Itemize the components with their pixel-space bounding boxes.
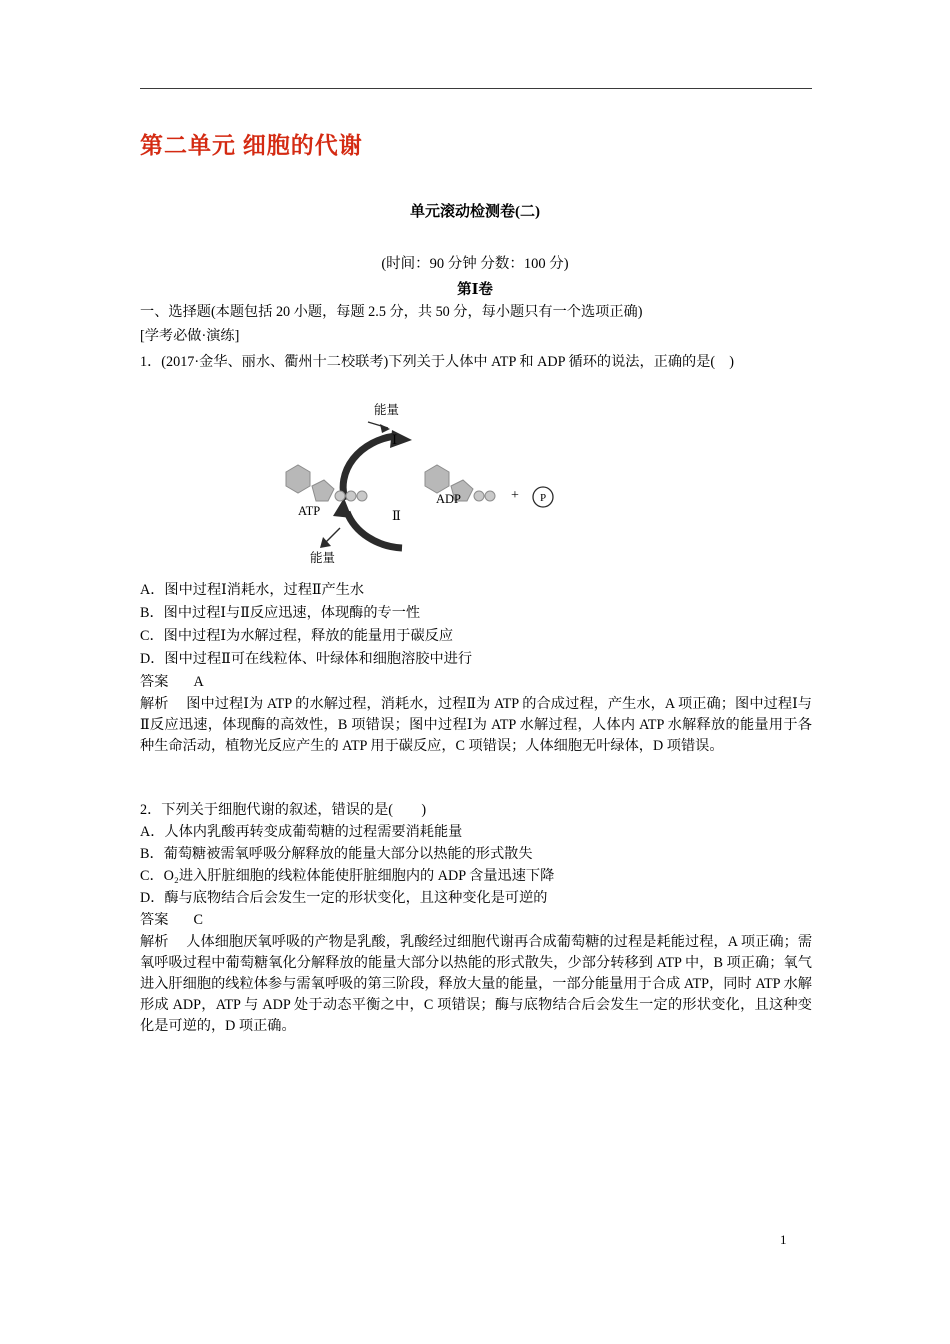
page-title: 第二单元 细胞的代谢	[140, 133, 363, 158]
label-energy-bottom: 能量	[310, 551, 336, 565]
question-1-answer-line	[140, 672, 812, 694]
label-plus: +	[511, 488, 519, 503]
analysis-text-2: 人体细胞厌氧呼吸的产物是乳酸，乳酸经过细胞代谢再合成葡萄糖的过程是耗能过程，A 项正确；需氧呼吸过程中葡萄糖氧化分解释放的能量大部分以热能的形式散失，少部分转移到 ATP 中，B 项正确；氧气进入肝细胞的线粒体参与需氧呼吸的第三阶段，释放大量的能量，一部分能量用于合成 ATP，同时 ATP 水解形成 ADP，ATP 与 ADP 处于动态平衡之中，C 项错误；酶与底物结合后会发生一定的形状变化，且这种变化是可逆的，D 项正确。	[140, 934, 813, 1034]
label-energy-top: 能量	[374, 403, 400, 417]
question-2-answer-line	[140, 910, 812, 932]
svg-text:P: P	[539, 492, 547, 504]
label-adp: ADP	[436, 492, 462, 506]
analysis-label-1: 解析	[140, 696, 169, 712]
question-2-stem: 2．下列关于细胞代谢的叙述，错误的是( )	[140, 802, 427, 818]
label-process-2: Ⅱ	[392, 508, 401, 523]
label-atp: ATP	[298, 504, 321, 518]
tag-line: [学考必做·演练]	[140, 328, 240, 344]
page-number: 1	[780, 1232, 787, 1247]
question-1-stem: 1．(2017·金华、丽水、衢州十二校联考)下列关于人体中 ATP 和 ADP 循环的说法，正确的是( )	[140, 354, 735, 370]
question-2-option-c: C．O₂进入肝脏细胞的线粒体能使肝脏细胞内的 ADP 含量迅速下降	[140, 868, 555, 884]
analysis-label-2: 解析	[140, 934, 169, 950]
question-2-option-d: D．酶与底物结合后会发生一定的形状变化，且这种变化是可逆的	[140, 890, 548, 906]
section-label: 第Ⅰ卷	[457, 282, 493, 298]
question-2-option-a: A．人体内乳酸再转变成葡萄糖的过程需要消耗能量	[140, 824, 463, 840]
label-process-1: Ⅰ	[392, 432, 398, 447]
answer-value-2: C	[193, 912, 203, 928]
instruction-line: 一、选择题(本题包括 20 小题，每题 2.5 分，共 50 分，每小题只有一个选项正确)	[140, 304, 643, 320]
question-1-option-d: D．图中过程Ⅱ可在线粒体、叶绿体和细胞溶胶中进行	[140, 651, 473, 667]
answer-label-2: 答案	[140, 912, 169, 928]
question-1-option-c: C．图中过程Ⅰ为水解过程，释放的能量用于碳反应	[140, 628, 454, 644]
answer-value-1: A	[193, 674, 204, 690]
atp-adp-cycle-diagram	[140, 400, 812, 580]
question-2-option-b: B．葡萄糖被需氧呼吸分解释放的能量大部分以热能的形式散失	[140, 846, 533, 862]
exam-info: (时间：90 分钟 分数：100 分)	[381, 256, 569, 272]
question-1-analysis	[140, 694, 812, 757]
header-divider	[140, 88, 812, 89]
paper-title: 单元滚动检测卷(二)	[410, 204, 540, 220]
answer-label-1: 答案	[140, 674, 169, 690]
question-1-option-a: A．图中过程Ⅰ消耗水，过程Ⅱ产生水	[140, 582, 365, 598]
cycle-svg	[140, 400, 812, 580]
question-2-analysis	[140, 932, 812, 1037]
question-1-option-b: B．图中过程Ⅰ与Ⅱ反应迅速，体现酶的专一性	[140, 605, 421, 621]
analysis-text-1: 图中过程Ⅰ为 ATP 的水解过程，消耗水，过程Ⅱ为 ATP 的合成过程，产生水，A 项正确；图中过程Ⅰ与Ⅱ反应迅速，体现酶的高效性，B 项错误；图中过程Ⅰ为 ATP 水解过程，人体内 ATP 水解释放的能量用于各种生命活动，植物光反应产生的 ATP 用于碳反应，C 项错误；人体细胞无叶绿体，D 项错误。	[140, 696, 812, 754]
